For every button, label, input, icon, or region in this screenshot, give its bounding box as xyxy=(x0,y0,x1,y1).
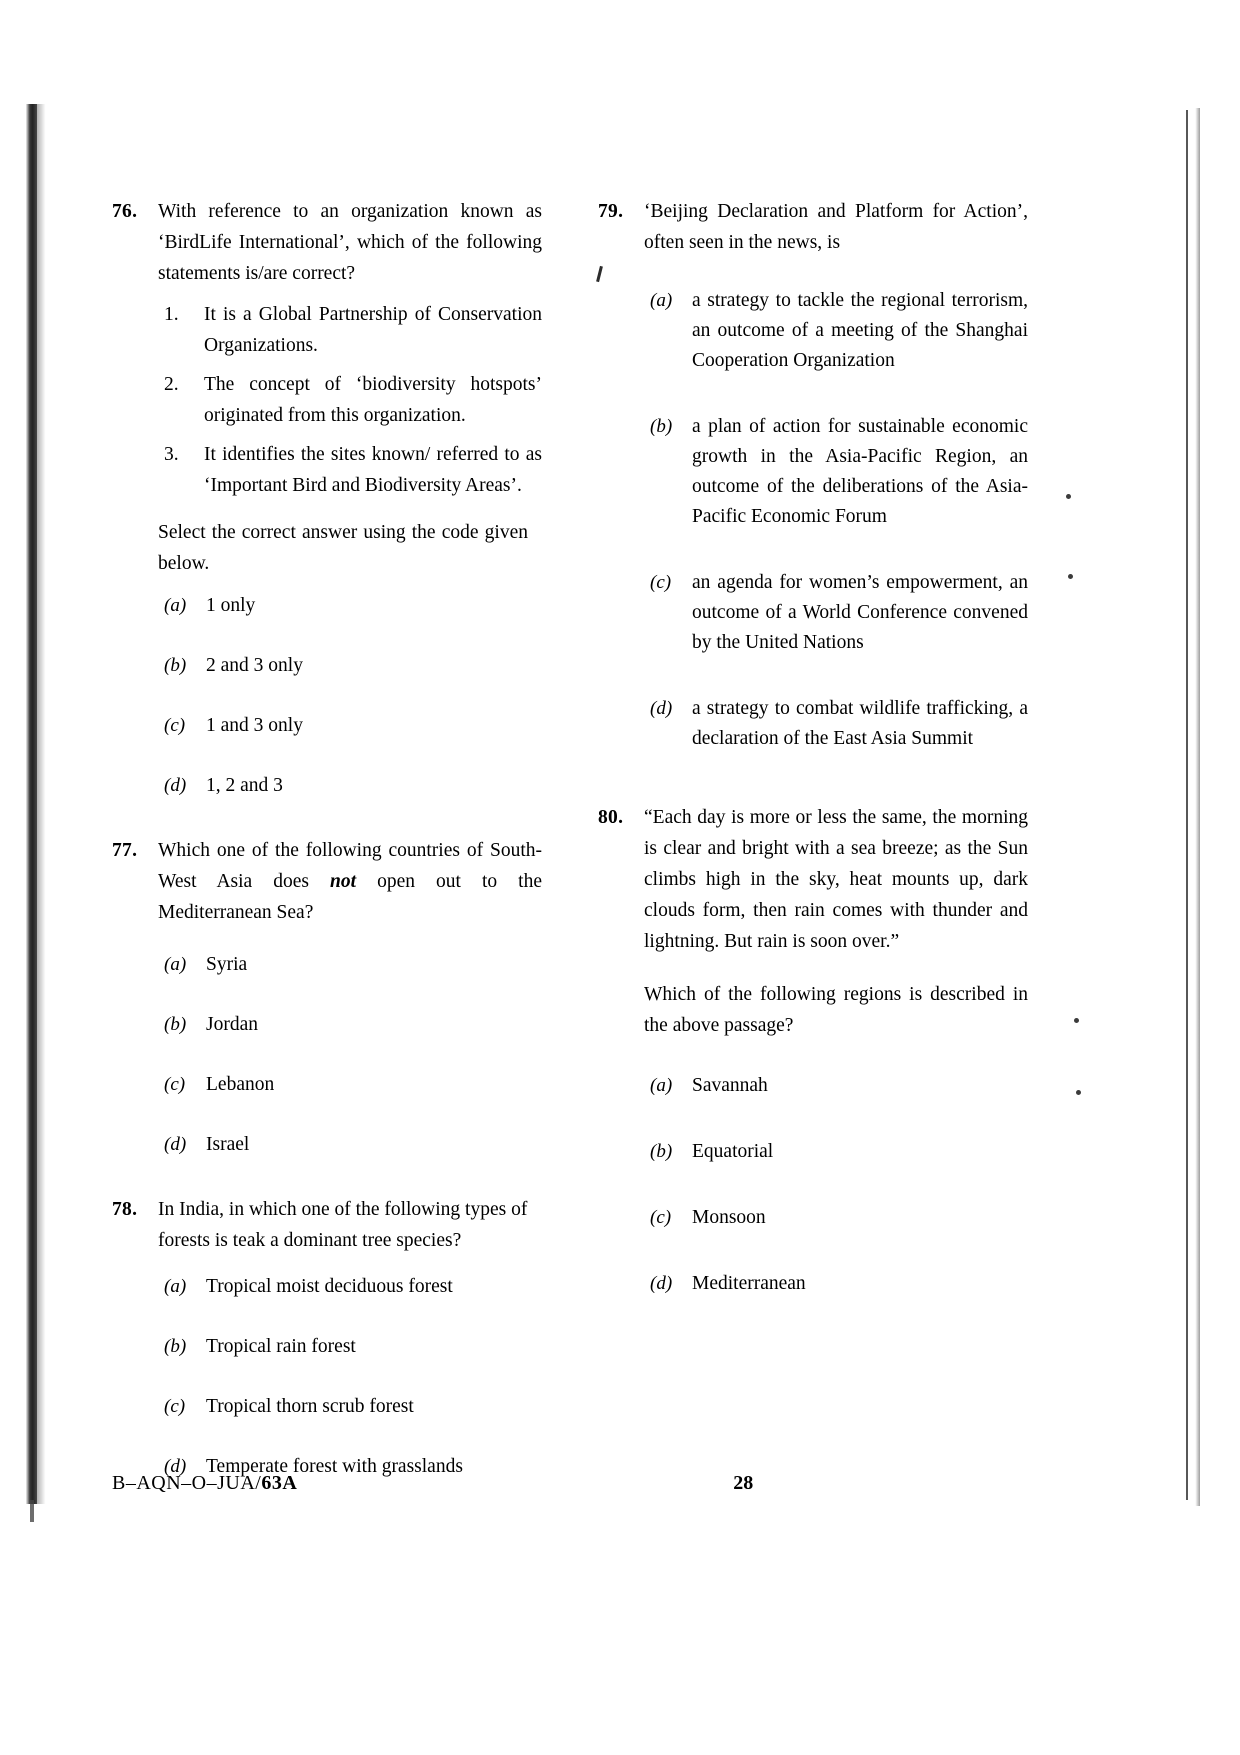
question-79-number: 79. xyxy=(598,201,624,222)
option-d-text: Israel xyxy=(206,1134,250,1155)
option-b-label: (b) xyxy=(164,655,187,676)
option-a-text: 1 only xyxy=(206,595,256,616)
statement-item xyxy=(112,369,542,431)
left-column xyxy=(112,196,542,1516)
question-76-options xyxy=(112,591,542,801)
option-b-text: Tropical rain forest xyxy=(206,1336,356,1357)
option-a[interactable] xyxy=(112,591,542,621)
option-d-text: Mediterranean xyxy=(692,1273,806,1294)
option-c-text: Monsoon xyxy=(692,1207,766,1228)
option-b-label: (b) xyxy=(650,1141,673,1162)
paper-code-prefix: B–AQN–O–JUA/ xyxy=(112,1472,262,1494)
question-77-options xyxy=(112,950,542,1160)
option-d[interactable] xyxy=(112,771,542,801)
question-78-options xyxy=(112,1272,542,1482)
option-c[interactable] xyxy=(112,711,542,741)
option-d-label: (d) xyxy=(164,775,187,796)
question-77-text-part1: Which one of the following countries of South-West Asia does xyxy=(158,840,542,892)
option-d-text: Temperate forest with grasslands xyxy=(206,1456,463,1477)
option-a-text: Tropical moist deciduous forest xyxy=(206,1276,453,1297)
option-a-text: Syria xyxy=(206,954,248,975)
option-c-label: (c) xyxy=(164,1396,186,1417)
option-b-label: (b) xyxy=(650,416,673,437)
question-78 xyxy=(112,1194,542,1482)
statement-text: It identifies the sites known/ referred to as ‘Important Bird and Biodiversity Areas’. xyxy=(204,444,542,496)
question-77-emphasis-not: not xyxy=(330,871,357,892)
statement-text: It is a Global Partnership of Conservation Organizations. xyxy=(204,304,542,356)
option-a-text: a strategy to tackle the regional terrorism, an outcome of a meeting of the Shanghai Cooperation Organization xyxy=(692,290,1028,371)
option-c[interactable] xyxy=(112,1392,542,1422)
question-78-header xyxy=(112,1194,542,1256)
question-77 xyxy=(112,835,542,1160)
question-77-header xyxy=(112,835,542,928)
right-column xyxy=(598,196,1028,1335)
option-d[interactable] xyxy=(598,1269,1028,1299)
option-c-text: 1 and 3 only xyxy=(206,715,303,736)
question-80-header xyxy=(598,802,1028,957)
option-a-label: (a) xyxy=(650,1075,673,1096)
option-b-text: Jordan xyxy=(206,1014,258,1035)
option-c-text: Tropical thorn scrub forest xyxy=(206,1396,414,1417)
option-d-label: (d) xyxy=(164,1134,187,1155)
option-a[interactable] xyxy=(598,286,1028,376)
question-77-text-part2: open out to the Mediterranean Sea? xyxy=(158,871,542,923)
option-b[interactable] xyxy=(598,1137,1028,1167)
question-76-number: 76. xyxy=(112,201,138,222)
question-76-header xyxy=(112,196,542,289)
option-c-text: Lebanon xyxy=(206,1074,275,1095)
option-b-label: (b) xyxy=(164,1336,187,1357)
option-a-label: (a) xyxy=(164,954,187,975)
option-b[interactable] xyxy=(598,412,1028,532)
option-b-text: Equatorial xyxy=(692,1141,774,1162)
option-a-text: Savannah xyxy=(692,1075,768,1096)
option-d-label: (d) xyxy=(650,1273,673,1294)
statement-number: 3. xyxy=(164,444,179,465)
page-footer xyxy=(112,1472,1122,1495)
question-76-text: With reference to an organization known as ‘BirdLife International’, which of the following statements is/are correct? xyxy=(158,201,542,284)
question-80-passage: “Each day is more or less the same, the morning is clear and bright with a sea breeze; as the Sun climbs high in the sky, heat mounts up, dark clouds form, then rain comes with thunder and lightning. But rain is soon over.” xyxy=(644,807,1028,952)
statement-number: 2. xyxy=(164,374,179,395)
statement-item xyxy=(112,439,542,501)
statement-item xyxy=(112,299,542,361)
option-b[interactable] xyxy=(112,1332,542,1362)
paper-code xyxy=(112,1472,297,1495)
option-b[interactable] xyxy=(112,651,542,681)
option-d[interactable] xyxy=(598,694,1028,754)
option-d-label: (d) xyxy=(164,1456,187,1477)
question-79-text: ‘Beijing Declaration and Platform for Action’, often seen in the news, is xyxy=(644,201,1028,253)
option-d-text: 1, 2 and 3 xyxy=(206,775,283,796)
question-78-text: In India, in which one of the following types of forests is teak a dominant tree species? xyxy=(158,1199,528,1251)
option-a-label: (a) xyxy=(650,290,673,311)
option-c-label: (c) xyxy=(164,1074,186,1095)
option-a[interactable] xyxy=(598,1071,1028,1101)
statement-text: The concept of ‘biodiversity hotspots’ originated from this organization. xyxy=(204,374,542,426)
option-b-text: 2 and 3 only xyxy=(206,655,303,676)
question-80-number: 80. xyxy=(598,807,624,828)
option-c-label: (c) xyxy=(164,715,186,736)
question-80-sub-question: Which of the following regions is described in the above passage? xyxy=(644,984,1028,1036)
question-79-options xyxy=(598,286,1028,754)
question-77-number: 77. xyxy=(112,840,138,861)
option-d-label: (d) xyxy=(650,698,673,719)
question-77-text xyxy=(158,835,542,928)
option-d-text: a strategy to combat wildlife trafficking, a declaration of the East Asia Summit xyxy=(692,698,1028,749)
option-b[interactable] xyxy=(112,1010,542,1040)
option-a-label: (a) xyxy=(164,595,187,616)
page-number: 28 xyxy=(733,1472,754,1494)
question-79-header xyxy=(598,196,1028,258)
option-c-label: (c) xyxy=(650,572,672,593)
question-78-number: 78. xyxy=(112,1199,138,1220)
question-80 xyxy=(598,802,1028,1299)
option-c-text: an agenda for women’s empowerment, an outcome of a World Conference convened by the United Nations xyxy=(692,572,1028,653)
paper-code-suffix: 63A xyxy=(261,1472,298,1494)
option-c[interactable] xyxy=(598,1203,1028,1233)
option-d[interactable] xyxy=(112,1130,542,1160)
option-a-label: (a) xyxy=(164,1276,187,1297)
option-b-text: a plan of action for sustainable economic growth in the Asia-Pacific Region, an outcome of the deliberations of the Asia-Pacific Economic Forum xyxy=(692,416,1028,527)
option-a[interactable] xyxy=(112,950,542,980)
option-c-label: (c) xyxy=(650,1207,672,1228)
option-a[interactable] xyxy=(112,1272,542,1302)
statement-number: 1. xyxy=(164,304,179,325)
question-80-options xyxy=(598,1071,1028,1299)
question-76-statements xyxy=(112,299,542,501)
question-76 xyxy=(112,196,542,801)
option-b-label: (b) xyxy=(164,1014,187,1035)
option-c[interactable] xyxy=(598,568,1028,658)
option-c[interactable] xyxy=(112,1070,542,1100)
question-76-lead-in: Select the correct answer using the code given below. xyxy=(158,522,528,574)
question-79 xyxy=(598,196,1028,754)
